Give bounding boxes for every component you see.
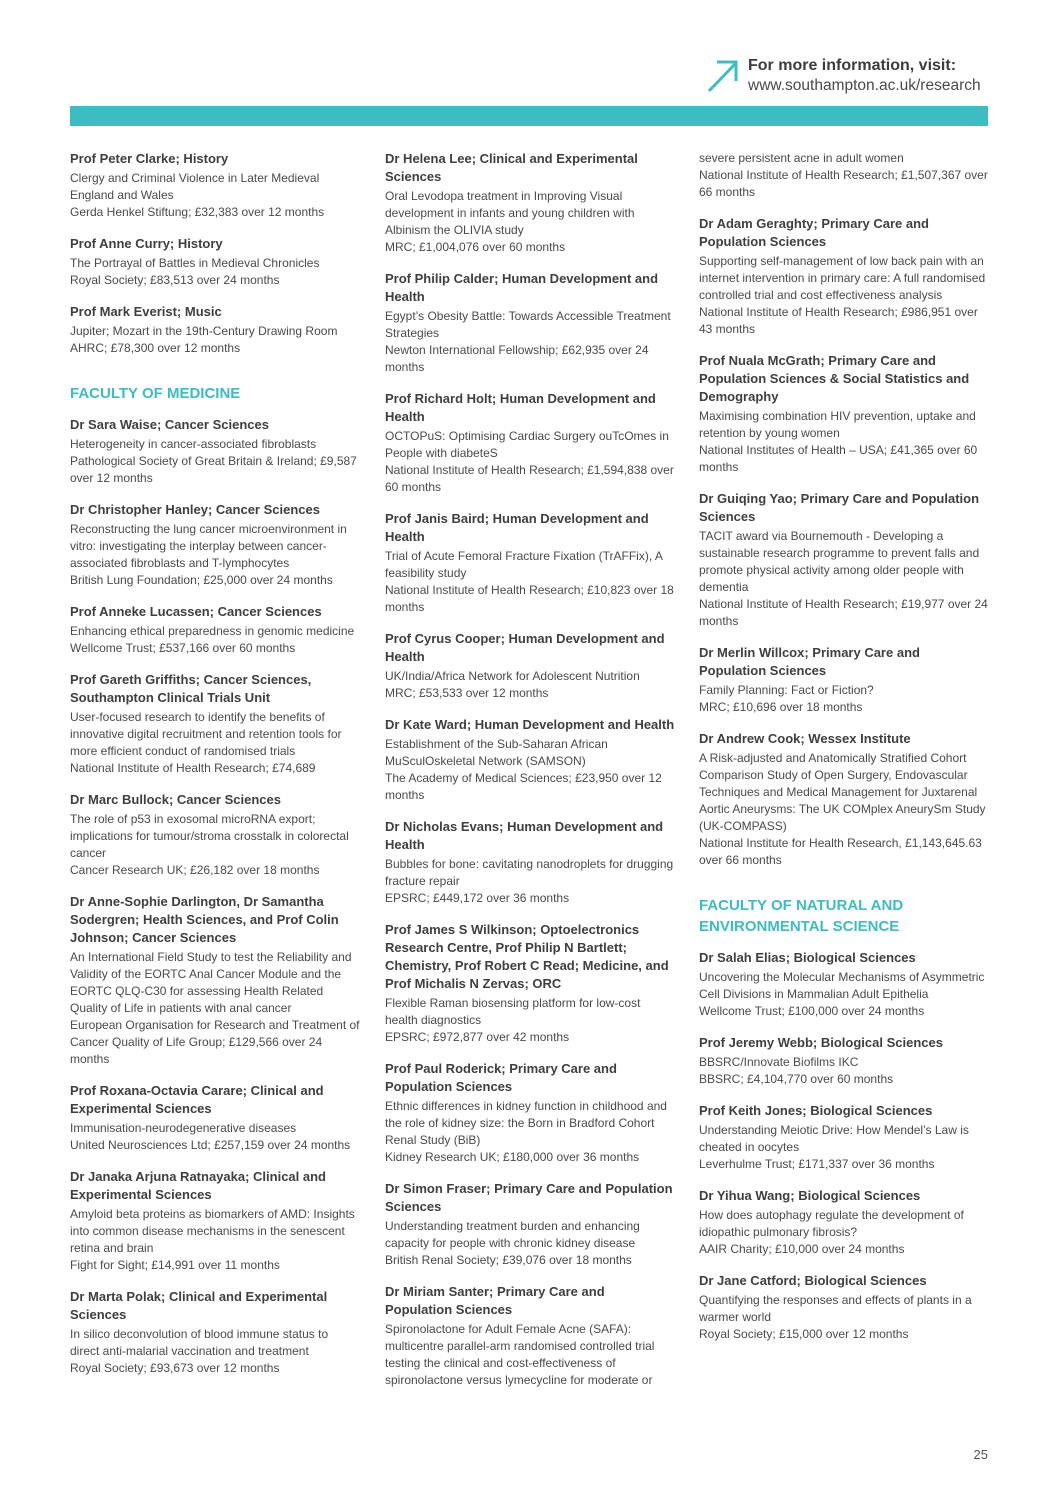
grant-funding: National Institute of Health Research; £74,689 (70, 761, 316, 775)
grant-investigator: Dr Andrew Cook; Wessex Institute (699, 731, 911, 746)
grant-funding: Kidney Research UK; £180,000 over 36 months (385, 1150, 640, 1164)
grant-title: Bubbles for bone: cavitating nanodroplets for drugging fracture repair (385, 857, 674, 888)
grant-investigator: Dr Marc Bullock; Cancer Sciences (70, 792, 281, 807)
grant-entry (70, 416, 360, 487)
grant-funding: Wellcome Trust; £537,166 over 60 months (70, 641, 296, 655)
grant-funding: MRC; £10,696 over 18 months (699, 700, 863, 714)
grant-title: TACIT award via Bournemouth - Developing a sustainable research programme to prevent falls and promote physical activity among older people with dementia (699, 529, 980, 594)
grant-investigator: Dr Nicholas Evans; Human Development and Health (385, 819, 664, 852)
grant-funding: British Renal Society; £39,076 over 18 months (385, 1253, 632, 1267)
grant-title: Trial of Acute Femoral Fracture Fixation (TrAFFix), A feasibility study (385, 549, 663, 580)
grant-entry (385, 716, 675, 804)
grant-investigator: Dr Kate Ward; Human Development and Health (385, 717, 675, 732)
grant-entry (699, 1187, 989, 1258)
grant-title: In silico deconvolution of blood immune status to direct anti-malarial vaccination and treatment (70, 1327, 329, 1358)
grant-title: How does autophagy regulate the development of idiopathic pulmonary fibrosis? (699, 1208, 964, 1239)
header-band (70, 106, 988, 126)
grant-title: Maximising combination HIV prevention, uptake and retention by young women (699, 409, 976, 440)
grant-funding: European Organisation for Research and Treatment of Cancer Quality of Life Group; £129,566 over 24 months (70, 1018, 360, 1066)
grant-investigator: Dr Adam Geraghty; Primary Care and Population Sciences (699, 216, 929, 249)
grant-funding: EPSRC; £972,877 over 42 months (385, 1030, 570, 1044)
grant-funding: EPSRC; £449,172 over 36 months (385, 891, 570, 905)
grant-entry (699, 490, 989, 630)
grant-entry (699, 1272, 989, 1343)
grant-entry (70, 671, 360, 777)
grant-funding: AAIR Charity; £10,000 over 24 months (699, 1242, 905, 1256)
grant-investigator: Prof Keith Jones; Biological Sciences (699, 1103, 933, 1118)
grant-title: Understanding treatment burden and enhancing capacity for people with chronic kidney disease (385, 1219, 640, 1250)
grant-investigator: Prof Anne Curry; History (70, 236, 223, 251)
grant-investigator: Dr Simon Fraser; Primary Care and Population Sciences (385, 1181, 673, 1214)
grant-investigator: Dr Jane Catford; Biological Sciences (699, 1273, 927, 1288)
grant-investigator: Prof Philip Calder; Human Development and Health (385, 271, 659, 304)
grant-entry (70, 1288, 360, 1377)
grant-title: Flexible Raman biosensing platform for low-cost health diagnostics (385, 996, 641, 1027)
grant-entry (385, 1060, 675, 1166)
grant-investigator: Prof Jeremy Webb; Biological Sciences (699, 1035, 943, 1050)
column-middle (385, 150, 675, 1403)
grant-investigator: Prof Paul Roderick; Primary Care and Population Sciences (385, 1061, 617, 1094)
column-left (70, 150, 360, 1391)
research-url-link[interactable]: www.southampton.ac.uk/research (748, 77, 981, 94)
grant-title: The role of p53 in exosomal microRNA export; implications for tumour/stroma crosstalk in colorectal cancer (70, 812, 349, 860)
grant-funding: Newton International Fellowship; £62,935 over 24 months (385, 343, 649, 374)
arrow-up-right-icon (706, 58, 740, 94)
grant-entry (70, 791, 360, 879)
grant-entry (70, 303, 360, 357)
grant-funding: Cancer Research UK; £26,182 over 18 months (70, 863, 320, 877)
grant-title: Egypt’s Obesity Battle: Towards Accessible Treatment Strategies (385, 309, 671, 340)
grant-entry (385, 510, 675, 616)
grant-title: Supporting self-management of low back pain with an internet intervention in primary care: A full randomised controlled trial and cost effectiveness analysis (699, 254, 986, 302)
grant-title: Immunisation-neurodegenerative diseases (70, 1121, 297, 1135)
grant-funding: MRC; £1,004,076 over 60 months (385, 240, 566, 254)
grant-title: OCTOPuS: Optimising Cardiac Surgery ouTcOmes in People with diabeteS (385, 429, 669, 460)
grant-funding: Royal Society; £15,000 over 12 months (699, 1327, 909, 1341)
grant-investigator: Dr Christopher Hanley; Cancer Sciences (70, 502, 320, 517)
grant-investigator: Prof Nuala McGrath; Primary Care and Population Sciences & Social Statistics and Demography (699, 353, 970, 404)
grant-title: Establishment of the Sub-Saharan African MuSculOskeletal Network (SAMSON) (385, 737, 608, 768)
grant-title: Heterogeneity in cancer-associated fibroblasts (70, 437, 317, 451)
grant-investigator: Dr Guiqing Yao; Primary Care and Population Sciences (699, 491, 980, 524)
grant-investigator: Dr Sara Waise; Cancer Sciences (70, 417, 269, 432)
grant-funding: National Institute of Health Research; £1,507,367 over 66 months (699, 168, 988, 199)
grant-funding: Leverhulme Trust; £171,337 over 36 months (699, 1157, 935, 1171)
column-right (699, 150, 989, 1357)
grant-funding: Wellcome Trust; £100,000 over 24 months (699, 1004, 925, 1018)
grant-entry (70, 603, 360, 657)
grant-entry (70, 235, 360, 289)
more-info-title: For more information, visit: (748, 57, 957, 74)
grant-investigator: Dr Helena Lee; Clinical and Experimental Sciences (385, 151, 638, 184)
page-number: 25 (973, 1447, 988, 1462)
grant-entry (699, 644, 989, 716)
grant-funding: Royal Society; £93,673 over 12 months (70, 1361, 280, 1375)
grant-title: Enhancing ethical preparedness in genomic medicine (70, 624, 355, 638)
grant-investigator: Dr Merlin Willcox; Primary Care and Population Sciences (699, 645, 920, 678)
grant-investigator: Prof Cyrus Cooper; Human Development and Health (385, 631, 665, 664)
grant-entry (70, 1082, 360, 1154)
grant-investigator: Dr Yihua Wang; Biological Sciences (699, 1188, 921, 1203)
grant-title: Quantifying the responses and effects of plants in a warmer world (699, 1293, 972, 1324)
grant-funding: National Institute of Health Research; £19,977 over 24 months (699, 597, 988, 628)
grant-investigator: Dr Miriam Santer; Primary Care and Population Sciences (385, 1284, 605, 1317)
grant-title: Oral Levodopa treatment in Improving Visual development in infants and young children with Albinism the OLIVIA study (385, 189, 635, 237)
grant-investigator: Prof Gareth Griffiths; Cancer Sciences, Southampton Clinical Trials Unit (70, 672, 312, 705)
grant-funding: Pathological Society of Great Britain & Ireland; £9,587 over 12 months (70, 454, 357, 485)
grant-entry (70, 501, 360, 589)
grant-entry (699, 150, 989, 201)
grant-funding: National Institute of Health Research; £10,823 over 18 months (385, 583, 674, 614)
grant-title: An International Field Study to test the Reliability and Validity of the EORTC Anal Cancer Module and the EORTC QLQ-C30 for assessing Health Related Quality of Life in patients with anal cancer (70, 950, 352, 1015)
grant-entry (699, 1102, 989, 1173)
grant-entry (385, 630, 675, 702)
grant-funding: National Institute for Health Research, £1,143,645.63 over 66 months (699, 836, 982, 867)
grant-entry (70, 893, 360, 1068)
grant-investigator: Prof Janis Baird; Human Development and Health (385, 511, 649, 544)
grant-funding: British Lung Foundation; £25,000 over 24 months (70, 573, 333, 587)
grant-title: Reconstructing the lung cancer microenvironment in vitro: investigating the interplay between cancer-associated fibroblasts and T-lymphocytes (70, 522, 347, 570)
grant-title: Clergy and Criminal Violence in Later Medieval England and Wales (70, 171, 320, 202)
grant-entry (699, 949, 989, 1020)
grant-entry (385, 150, 675, 256)
grant-title: A Risk-adjusted and Anatomically Stratified Cohort Comparison Study of Open Surgery, Endovascular Techniques and Medical Management for Juxtarenal Aortic Aneurysms: The UK COMplex AneurySm Study (UK-COMPASS) (699, 751, 986, 833)
grant-funding: National Institute of Health Research; £1,594,838 over 60 months (385, 463, 674, 494)
grant-title: Understanding Meiotic Drive: How Mendel’s Law is cheated in oocytes (699, 1123, 969, 1154)
grant-title: User-focused research to identify the benefits of innovative digital recruitment and retention tools for more efficient conduct of randomised trials (70, 710, 342, 758)
grant-entry (385, 1283, 675, 1389)
grant-funding: MRC; £53,533 over 12 months (385, 686, 549, 700)
faculty-heading: FACULTY OF MEDICINE (70, 385, 241, 402)
grant-funding: The Academy of Medical Sciences; £23,950 over 12 months (385, 771, 662, 802)
more-info-text (748, 56, 981, 96)
grant-investigator: Prof Anneke Lucassen; Cancer Sciences (70, 604, 322, 619)
grant-title: UK/India/Africa Network for Adolescent Nutrition (385, 669, 640, 683)
grant-title: Uncovering the Molecular Mechanisms of Asymmetric Cell Divisions in Mammalian Adult Epithelia (699, 970, 985, 1001)
grant-title: Jupiter; Mozart in the 19th-Century Drawing Room (70, 324, 338, 338)
grant-entry (385, 921, 675, 1046)
grant-funding: Royal Society; £83,513 over 24 months (70, 273, 280, 287)
grant-funding: National Institutes of Health – USA; £41,365 over 60 months (699, 443, 978, 474)
grant-funding: United Neurosciences Ltd; £257,159 over 24 months (70, 1138, 351, 1152)
grant-investigator: Prof Roxana-Octavia Carare; Clinical and Experimental Sciences (70, 1083, 324, 1116)
grant-entry (699, 352, 989, 476)
grant-funding: Fight for Sight; £14,991 over 11 months (70, 1258, 280, 1272)
grant-investigator: Dr Anne-Sophie Darlington, Dr Samantha Sodergren; Health Sciences, and Prof Colin Johnson; Cancer Sciences (70, 894, 339, 945)
grant-funding: BBSRC; £4,104,770 over 60 months (699, 1072, 894, 1086)
grant-title: The Portrayal of Battles in Medieval Chronicles (70, 256, 320, 270)
grant-investigator: Dr Janaka Arjuna Ratnayaka; Clinical and Experimental Sciences (70, 1169, 327, 1202)
grant-title: BBSRC/Innovate Biofilms IKC (699, 1055, 859, 1069)
grant-entry (385, 270, 675, 376)
grant-entry (385, 390, 675, 496)
grant-investigator: Prof Mark Everist; Music (70, 304, 222, 319)
grant-title: Amyloid beta proteins as biomarkers of AMD: Insights into common disease mechanisms in the senescent retina and brain (70, 1207, 355, 1255)
grant-entry (70, 150, 360, 221)
grant-funding: National Institute of Health Research; £986,951 over 43 months (699, 305, 978, 336)
grant-entry (385, 818, 675, 907)
grant-investigator: Prof Peter Clarke; History (70, 151, 229, 166)
grant-title: severe persistent acne in adult women (699, 151, 904, 165)
grant-funding: Gerda Henkel Stiftung; £32,383 over 12 months (70, 205, 325, 219)
grant-investigator: Prof James S Wilkinson; Optoelectronics Research Centre, Prof Philip N Bartlett; Chemistry, Prof Robert C Read; Medicine, and Prof Michalis N Zervas; ORC (385, 922, 669, 991)
grant-entry (385, 1180, 675, 1269)
grant-entry (699, 1034, 989, 1088)
grant-entry (70, 1168, 360, 1274)
grant-investigator: Dr Marta Polak; Clinical and Experimental Sciences (70, 1289, 328, 1322)
grant-title: Family Planning: Fact or Fiction? (699, 683, 874, 697)
grant-entry (699, 215, 989, 338)
grant-title: Spironolactone for Adult Female Acne (SAFA): multicentre parallel-arm randomised controlled trial testing the clinical and cost-effectiveness of spironolactone versus lymecycline for moderate or (385, 1322, 655, 1387)
grant-title: Ethnic differences in kidney function in childhood and the role of kidney size: the Born in Bradford Cohort Renal Study (BiB) (385, 1099, 667, 1147)
grant-investigator: Prof Richard Holt; Human Development and Health (385, 391, 656, 424)
grant-entry (699, 730, 989, 869)
grant-investigator: Dr Salah Elias; Biological Sciences (699, 950, 916, 965)
grant-funding: AHRC; £78,300 over 12 months (70, 341, 241, 355)
faculty-heading: FACULTY OF NATURAL AND ENVIRONMENTAL SCIENCE (699, 897, 904, 935)
